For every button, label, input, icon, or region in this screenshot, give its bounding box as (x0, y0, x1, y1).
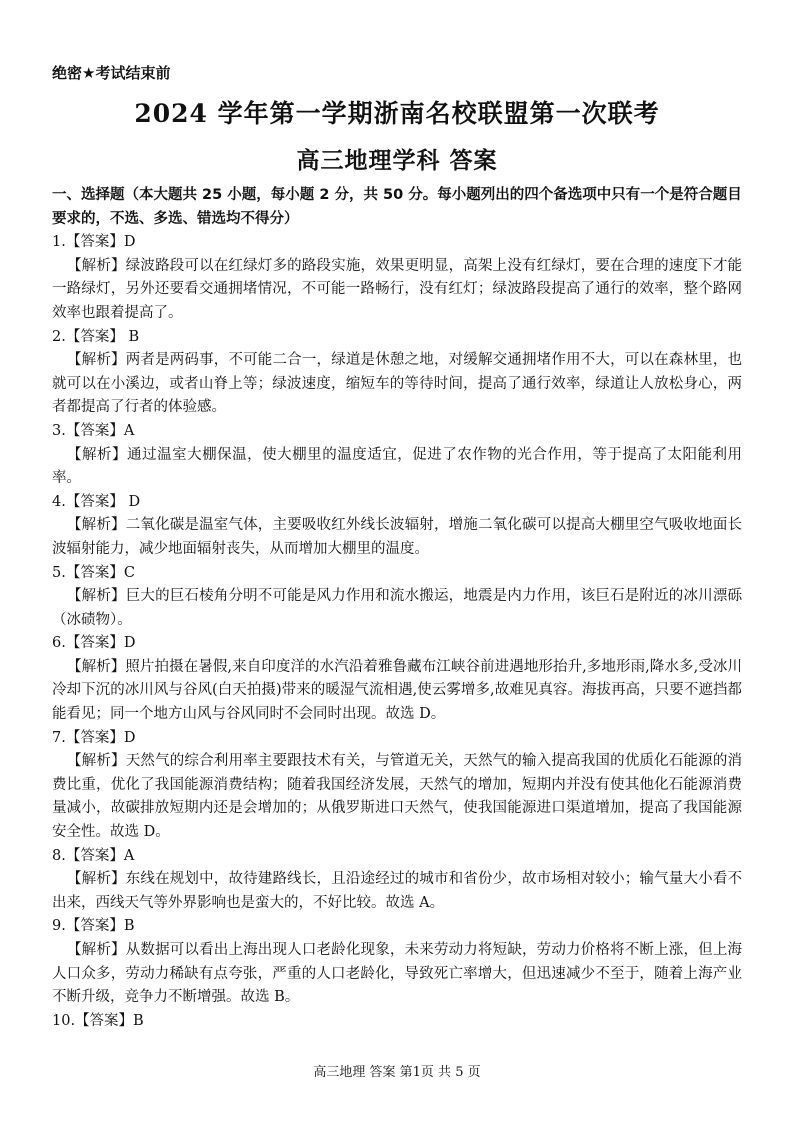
exam-subtitle: 高三地理学科 答案 (296, 147, 498, 174)
question-block (52, 491, 742, 562)
question-block (52, 727, 742, 845)
exam-title: 2024 学年第一学期浙南名校联盟第一次联考 (134, 99, 660, 128)
question-block (52, 420, 742, 491)
confidential-label: 绝密★考试结束前 (52, 64, 171, 82)
answer-line: 8.【答案】A (52, 847, 135, 864)
answer-line: 5.【答案】C (52, 564, 135, 581)
answer-line: 2.【答案】 B (52, 328, 140, 345)
explanation-text: 【解析】照片拍摄在暑假,来自印度洋的水汽沿着雅鲁藏布江峡谷前进遇地形抬升,多地形雨,降水多,受冰川冷却下沉的冰川风与谷风(白天拍摄)带来的暖湿气流相遇,使云雾增多,故难见真容。海拔再高，只要不遮挡都能看见；同一个地方山风与谷风同时不会同时出现。故选 D。 (52, 658, 742, 723)
section-heading: 一、选择题（本大题共 25 小题，每小题 2 分，共 50 分。每小题列出的四个备选项中只有一个是符合题目要求的，不选、多选、错选均不得分） (52, 187, 742, 227)
answer-line: 10.【答案】B (52, 1012, 144, 1029)
question-block (52, 915, 742, 1009)
answer-line: 9.【答案】B (52, 918, 135, 935)
answer-line: 1.【答案】D (52, 234, 136, 251)
explanation-text: 【解析】二氧化碳是温室气体，主要吸收红外线长波辐射，增施二氧化碳可以提高大棚里空气吸收地面长波辐射能力，减少地面辐射丧失，从而增加大棚里的温度。 (52, 517, 742, 557)
question-block (52, 231, 742, 325)
explanation-text: 【解析】巨大的巨石棱角分明不可能是风力作用和流水搬运，地震是内力作用，该巨石是附近的冰川漂砾（冰碛物）。 (52, 588, 742, 628)
explanation-text: 【解析】从数据可以看出上海出现人口老龄化现象，未来劳动力将短缺，劳动力价格将不断上涨，但上海人口众多，劳动力稀缺有点夸张，严重的人口老龄化，导致死亡率增大，但迅速减少不至于，随着上海产业不断升级，竞争力不断增强。故选 B。 (52, 942, 742, 1006)
question-block (52, 562, 742, 633)
page-footer: 高三地理 答案 第1页 共 5 页 (313, 1065, 481, 1080)
answer-content (52, 184, 742, 1033)
question-block (52, 845, 742, 916)
question-block (52, 1010, 742, 1034)
question-block (52, 632, 742, 726)
explanation-text: 【解析】通过温室大棚保温，使大棚里的温度适宜，促进了农作物的光合作用，等于提高了太阳能利用率。 (52, 446, 742, 487)
answer-line: 7.【答案】D (52, 729, 136, 746)
answer-line: 4.【答案】 D (52, 493, 141, 510)
explanation-text: 【解析】绿波路段可以在红绿灯多的路段实施，效果更明显，高架上没有红绿灯，要在合理的速度下才能一路绿灯，另外还要看交通拥堵情况，不可能一路畅行，没有红灯；绿波路段提高了通行的效率，整个路网效率也跟着提高了。 (52, 257, 742, 321)
explanation-text: 【解析】两者是两码事，不可能二合一，绿道是休憩之地，对缓解交通拥堵作用不大，可以在森林里，也就可以在小溪边，或者山脊上等；绿波速度，缩短车的等待时间，提高了通行效率，绿道让人放松身心，两者都提高了行者的体验感。 (52, 352, 742, 416)
answer-line: 3.【答案】A (52, 422, 135, 439)
answer-line: 6.【答案】D (52, 635, 136, 652)
explanation-text: 【解析】天然气的综合利用率主要跟技术有关，与管道无关，天然气的输入提高我国的优质化石能源的消费比重，优化了我国能源消费结构；随着我国经济发展，天然气的增加，短期内并没有使其他化石能源消费量减小，故碳排放短期内还是会增加的；从俄罗斯进口天然气，使我国能源进口渠道增加，提高了我国能源安全性。故选 D。 (52, 753, 742, 841)
question-block (52, 326, 742, 420)
explanation-text: 【解析】东线在规划中，故待建路线长，且沿途经过的城市和省份少，故市场相对较小；输气量大小看不出来，西线天气等外界影响也是蛮大的，不好比较。故选 A。 (52, 871, 742, 911)
